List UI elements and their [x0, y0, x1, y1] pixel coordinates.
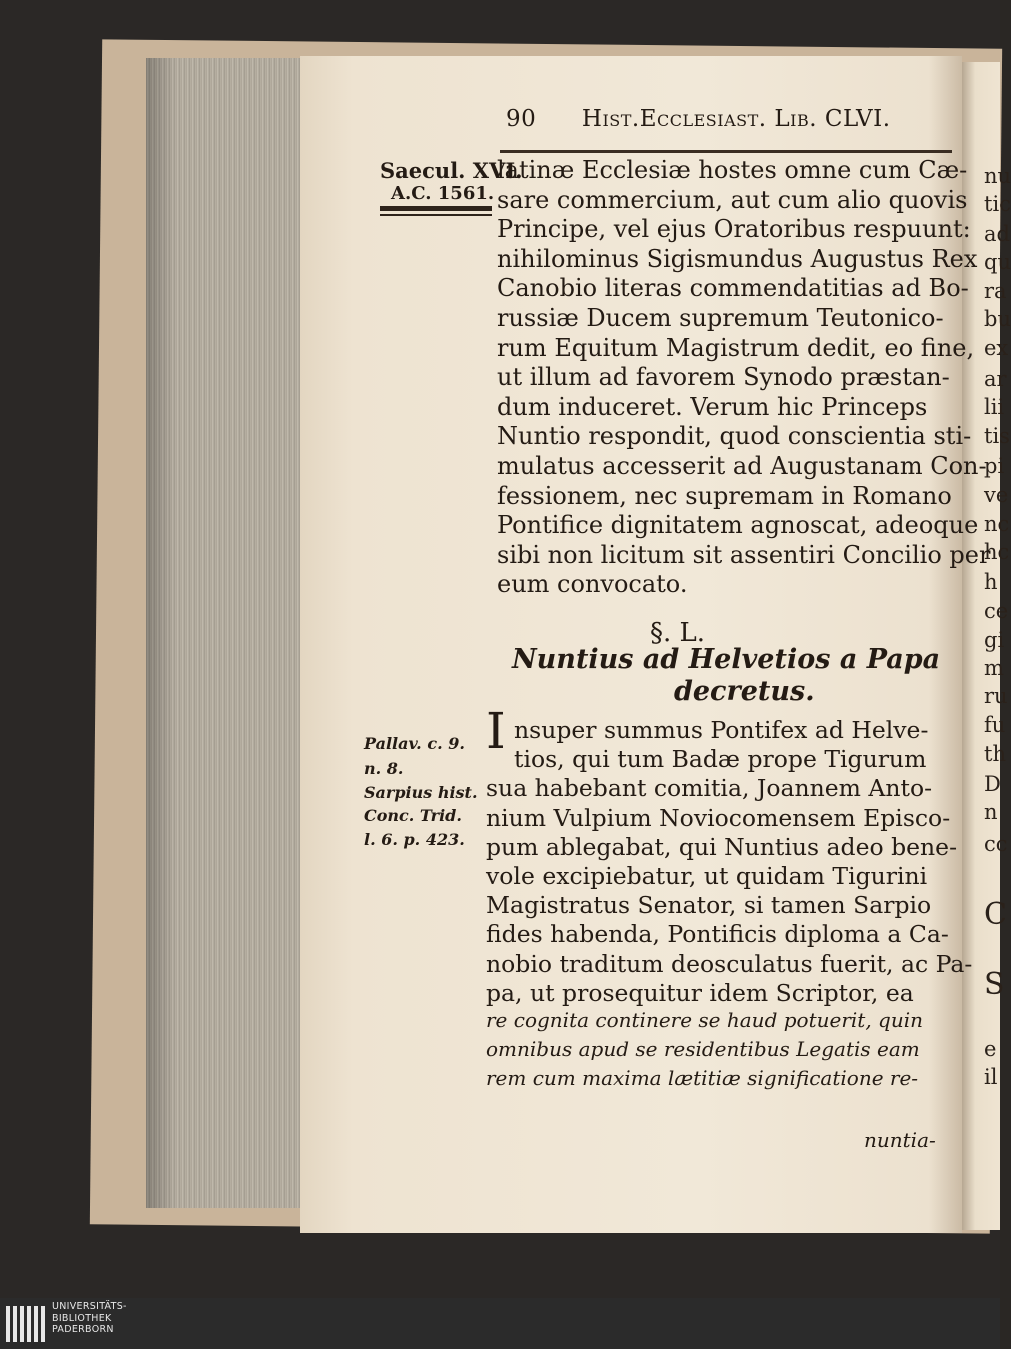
drop-capital: I: [486, 702, 506, 760]
library-logo-icon: [6, 1304, 46, 1344]
margin-reference: n. 8.: [364, 759, 404, 778]
text-line: fides habenda, Pontificis diploma a Ca-: [486, 920, 949, 949]
next-page-text-fragment: e: [984, 1037, 997, 1061]
text-line: nihilominus Sigismundus Augustus Rex: [497, 244, 978, 273]
next-page-text-fragment: m: [984, 656, 1004, 680]
text-line: sare commercium, aut cum alio quovis: [497, 185, 968, 214]
text-line: Pontifice dignitatem agnoscat, adeoque: [497, 511, 979, 540]
text-line: nium Vulpium Noviocomensem Episco-: [486, 803, 951, 832]
next-page-text-fragment: ce: [984, 599, 1009, 623]
text-line: nsuper summus Pontifex ad Helve-: [514, 716, 929, 744]
header-rule: [500, 150, 952, 153]
margin-reference: l. 6. p. 423.: [364, 830, 465, 849]
page-number: 90: [506, 106, 537, 132]
page-edges-shadow: [146, 58, 176, 1208]
next-page-text-fragment: nc: [984, 512, 1010, 536]
next-page-text-fragment: il: [984, 1065, 998, 1089]
text-line: latinæ Ecclesiæ hostes omne cum Cæ-: [497, 156, 968, 184]
next-page-text-fragment: fu: [984, 713, 1006, 737]
text-line: vole excipiebatur, ut quidam Tigurini: [486, 862, 928, 890]
next-page-text-fragment: ex: [984, 336, 1009, 360]
text-line: mulatus accesserit ad Augustanam Con-: [497, 452, 987, 480]
text-line: sibi non licitum sit assentiri Concilio per: [497, 540, 991, 569]
next-page-text-fragment: n: [984, 800, 998, 824]
next-page-text-fragment: bu: [984, 307, 1011, 331]
next-page-text-fragment: S: [984, 967, 1005, 1002]
next-page-text-fragment: ra: [984, 279, 1007, 303]
text-line: rum Equitum Magistrum dedit, eo fine,: [497, 333, 975, 362]
section-title-line-2: decretus.: [674, 676, 815, 707]
next-page-text-fragment: tis: [984, 424, 1010, 448]
next-page-text-fragment: tic: [984, 192, 1011, 216]
text-line: omnibus apud se residentibus Legatis eam: [486, 1037, 920, 1062]
library-name-line-2: BIBLIOTHEK: [52, 1312, 112, 1324]
text-line: re cognita continere se haud potuerit, quin: [486, 1008, 923, 1032]
text-line: Nuntio respondit, quod conscientia sti-: [497, 422, 972, 451]
next-page-text-fragment: cc: [984, 832, 1008, 856]
text-line: pum ablegabat, qui Nuntius adeo bene-: [486, 832, 958, 861]
margin-reference: Pallav. c. 9.: [364, 734, 465, 753]
margin-reference: Sarpius hist.: [364, 783, 478, 802]
library-name-line-1: UNIVERSITÄTS-: [52, 1301, 127, 1312]
library-footer: [0, 1298, 1000, 1349]
side-note-rule: [380, 206, 492, 211]
text-line: russiæ Ducem supremum Teutonico-: [497, 304, 944, 332]
side-note-century: Saecul. XVI.: [380, 158, 523, 183]
next-page-text-fragment: ve: [984, 483, 1009, 507]
text-line: rem cum maxima lætitiæ significatione re-: [486, 1066, 919, 1091]
next-page-text-fragment: C: [984, 897, 1007, 932]
next-page-text-fragment: qu: [984, 250, 1011, 274]
text-line: fessionem, nec supremam in Romano: [497, 481, 952, 510]
text-line: pa, ut prosequitur idem Scriptor, ea: [486, 978, 914, 1007]
section-title-line-1: Nuntius ad Helvetios a Papa: [512, 644, 941, 675]
running-title: Hist.Ecclesiast. Lib. CLVI.: [581, 106, 891, 132]
text-line: eum convocato.: [497, 570, 688, 599]
next-page-text-fragment: ar: [984, 367, 1007, 391]
text-line: tios, qui tum Badæ prope Tigurum: [514, 745, 927, 774]
catchword: nuntia-: [864, 1128, 936, 1152]
next-page-text-fragment: pi: [984, 454, 1005, 478]
text-line: sua habebant comitia, Joannem Anto-: [486, 774, 933, 803]
side-note-year: A.C. 1561.: [391, 183, 495, 204]
library-name-line-3: PADERBORN: [52, 1324, 114, 1335]
next-page-text-fragment: nu: [984, 164, 1011, 188]
next-page-text-fragment: lii: [984, 395, 1005, 419]
side-note-rule-thin: [380, 214, 492, 216]
next-page-text-fragment: hc: [984, 540, 1010, 564]
section-mark: §. L.: [650, 618, 706, 648]
next-page-text-fragment: ru: [984, 684, 1008, 708]
text-line: Magistratus Senator, si tamen Sarpio: [486, 891, 932, 920]
text-line: nobio traditum deosculatus fuerit, ac Pa-: [486, 949, 973, 978]
next-page-text-fragment: th: [984, 742, 1006, 766]
next-page-text-fragment: gi: [984, 628, 1005, 652]
next-page-text-fragment: ad: [984, 222, 1010, 246]
margin-reference: Conc. Trid.: [364, 806, 462, 825]
running-header: [506, 106, 891, 132]
text-line: dum induceret. Verum hic Princeps: [497, 392, 928, 421]
library-name: [52, 1301, 127, 1336]
text-line: Canobio literas commendatitias ad Bo-: [497, 274, 969, 303]
next-page-text-fragment: h: [984, 570, 998, 594]
next-page-text-fragment: D: [984, 772, 1001, 796]
text-line: ut illum ad favorem Synodo præstan-: [497, 363, 950, 392]
text-line: Principe, vel ejus Oratoribus respuunt:: [497, 215, 971, 244]
